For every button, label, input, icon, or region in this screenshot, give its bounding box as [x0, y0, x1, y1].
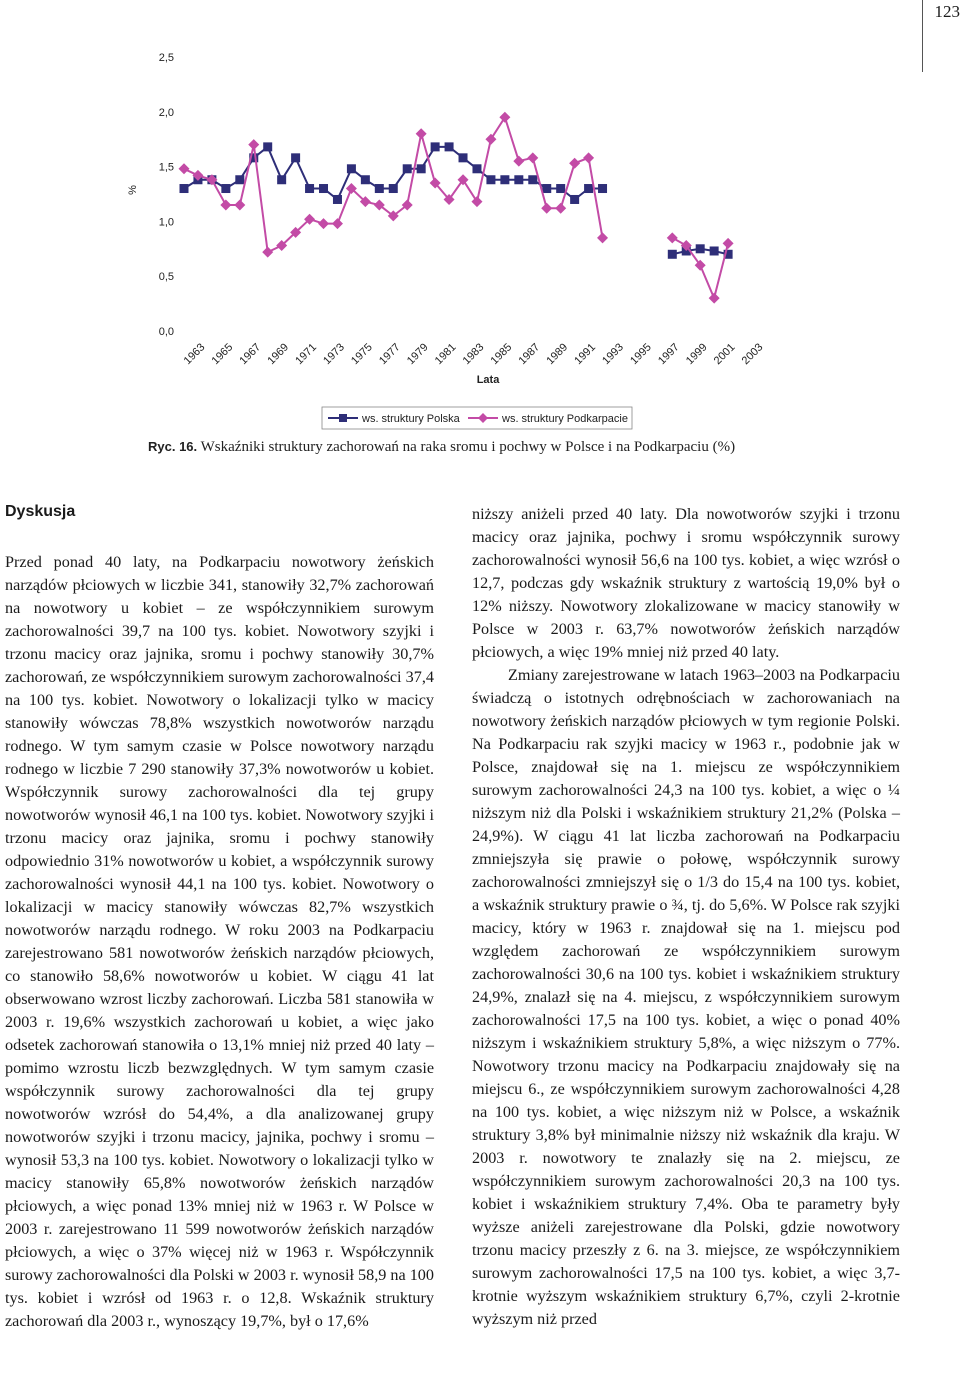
- legend-marker-podkarpacie: [478, 413, 488, 423]
- legend: [322, 407, 632, 429]
- data-point-diamond: [541, 203, 552, 214]
- data-point-diamond: [416, 128, 427, 139]
- right-paragraph-2: Zmiany zarejestrowane w latach 1963–2003 na Podkarpaciu świadczą o istotnych odrębnościach w zachorowaniach na nowotwory żeńskich narządów płciowych w tym regionie Polski. Na Podkarpaciu rak szyjki macicy w 1963 r., podobnie jak w Polsce, znajdował się na 1. miejscu ze współczynnikiem surowym zachorowalności 24,3 na 100 tys. kobiet, a więc o ¼ niższym niż dla Polski i wskaźnikiem struktury 21,2% (Polska – 24,9%). W ciągu 41 lat liczba zachorowań na Podkarpaciu zmniejszyła się prawie o połowę, współczynnik surowy zachorowalności zmniejszył się o 1/3 do 15,4 na 100 tys. kobiet, a wskaźnik struktury prawie o ¾, tj. do 5,6%. W Polsce rak szyjki macicy, który w 1963 r. znajdował się na 1. miejscu pod względem zachorowań ze współczynnikiem surowym zachorowalności 30,6 na 100 tys. kobiet i wskaźnikiem struktury 24,9%, znalazł się na 4. miejscu, z współczynnikiem surowym zachorowalności 17,5 na 100 tys. kobiet, a więc o ponad 40% niższym i wskaźnikiem struktury 5,8%, a więc niższym o 77%. Nowotwory trzonu macicy na Podkarpaciu znajdowały się na miejscu 6., ze współczynnikiem surowym zachorowalności 4,28 na 100 tys. kobiet, a więc niższym niż w Polsce, a wskaźnik struktury 3,8% był minimalnie niższy niż wskaźnik dla kraju. W 2003 r. nowotwory te znalazły się na 2. miejscu, ze współczynnikiem surowym zachorowalności 20,3 na 100 tys. kobiet i wskaźnikiem struktury 7,4%. Oba te parametry były wyższe aniżeli zarejestrowane dla Polski, gdzie nowotwory trzonu macicy przeszły z 6. na 3. miejsce, ze współczynnikiem surowym zachorowalności 17,5 na 100 tys. kobiet, a więc 3,7-krotnie wyższym wskaźnikiem struktury 6,7%, czyli 2-krotnie wyższym niż przed: [472, 666, 900, 1328]
- data-point-diamond: [471, 196, 482, 207]
- x-axis: [182, 341, 766, 367]
- line-chart: [120, 25, 780, 435]
- data-point-diamond: [597, 232, 608, 243]
- legend-label-podkarpacie: ws. struktury Podkarpacie: [502, 413, 628, 425]
- x-tick-label: 1963: [181, 341, 208, 368]
- x-tick-label: 2001: [711, 341, 738, 368]
- data-point-diamond: [234, 199, 245, 210]
- data-point-diamond: [499, 112, 510, 123]
- figure-caption-text: Wskaźniki struktury zachorowań na raka sromu i pochwy w Polsce i na Podkarpaciu (%): [197, 439, 736, 455]
- figure-caption-label: Ryc. 16.: [148, 439, 198, 454]
- left-column: [5, 551, 434, 1333]
- data-point-square: [696, 244, 705, 253]
- y-tick-label: 2,0: [158, 106, 174, 119]
- data-point-diamond: [220, 199, 231, 210]
- data-point-diamond: [667, 232, 678, 243]
- section-heading: Dyskusja: [5, 503, 76, 520]
- data-point-square: [403, 164, 412, 173]
- x-tick-label: 1993: [600, 341, 626, 368]
- data-point-diamond: [248, 139, 259, 150]
- data-point-square: [584, 184, 593, 193]
- data-point-square: [180, 184, 189, 193]
- data-point-diamond: [723, 238, 734, 249]
- page-number: 123: [922, 0, 960, 72]
- data-point-diamond: [485, 134, 496, 145]
- x-tick-label: 1979: [404, 341, 431, 368]
- data-point-square: [570, 195, 579, 204]
- data-point-square: [361, 175, 370, 184]
- data-point-square: [263, 142, 272, 151]
- data-point-diamond: [527, 152, 538, 163]
- data-point-diamond: [513, 156, 524, 167]
- data-point-diamond: [332, 218, 343, 229]
- data-point-square: [514, 175, 523, 184]
- x-tick-label: 1989: [544, 341, 571, 368]
- legend-marker-polska: [339, 414, 347, 422]
- data-point-diamond: [709, 293, 720, 304]
- left-paragraph: Przed ponad 40 laty, na Podkarpaciu nowotwory żeńskich narządów płciowych w liczbie 341, stanowiły 32,7% zachorowań na nowotwory u kobiet – ze współczynnikiem surowym zachorowalności 39,7 na 100 tys. kobiet. Nowotwory szyjki i trzonu macicy oraz jajnika, sromu i pochwy stanowiły 30,7% zachorowań, ze współczynnikiem surowym zachorowalności 37,4 na 100 tys. kobiet. Nowotwory o lokalizacji tylko w macicy stanowiły wówczas 78,8% wszystkich nowotworów narządu rodnego. W tym samym czasie w Polsce nowotwory narządu rodnego w liczbie 7 290 stanowiły 37,3% nowotworów u kobiet. Współczynnik surowy zachorowalności dla tej grupy nowotworów wynosił 46,1 na 100 tys. kobiet. Nowotwory szyjki i trzonu macicy oraz jajnika, sromu i pochwy stanowiły odpowiednio 31% nowotworów u kobiet, a współczynnik surowy zachorowalności wynosił 44,1 na 100 tys. kobiet. Nowotwory o lokalizacji w macicy stanowiły wówczas 82,7% wszystkich nowotworów narządu rodnego. W roku 2003 na Podkarpaciu zarejestrowano 581 nowotworów żeńskich narządów płciowych, co stanowiło 58,6% nowotworów u kobiet. W ciągu 41 lat obserwowano wzrost liczby zachorowań. Liczba 581 stanowiła w 2003 r. 19,6% wszystkich zachorowań u kobiet, a więc jako odsetek zachorowań stanowiła o 13,1% mniej niż przed 40 laty – pomimo wzrostu liczb bezwzględnych. W tym samym czasie współczynnik surowy zachorowalności dla tej grupy nowotworów wzrósł do 54,4%, a dla analizowanej grupy nowotworów szyjki i trzonu macicy, jajnika, pochwy i sromu – wynosił 53,3 na 100 tys. kobiet. Nowotwory o lokalizacji tylko w macicy stanowiły 65,8% nowotworów żeńskich narządów płciowych, a więc ponad 13% mniej niż w 1963 r. W Polsce w 2003 r. zarejestrowano 11 599 nowotworów żeńskich narządów płciowych, a więc o 37% więcej niż w 1963 r. Współczynnik surowy zachorowalności dla Polski w 2003 r. wynosił 58,9 na 100 tys. kobiet i wzrósł od 1963 r. o 12,8. Wskaźnik struktury zachorowań dla 2003 r., wynoszący 19,7%, był o 17,6%: [5, 553, 434, 1330]
- series-layer: [179, 112, 734, 304]
- y-axis-label: %: [127, 185, 139, 195]
- x-tick-label: 1965: [209, 341, 236, 368]
- right-column: [472, 503, 900, 1331]
- data-point-square: [375, 184, 384, 193]
- x-tick-label: 1973: [321, 341, 347, 368]
- data-point-square: [431, 142, 440, 151]
- data-point-square: [668, 250, 677, 259]
- data-point-square: [417, 164, 426, 173]
- data-point-square: [277, 175, 286, 184]
- x-tick-label: 1987: [516, 341, 543, 368]
- y-tick-label: 2,5: [158, 52, 174, 64]
- data-point-square: [542, 184, 551, 193]
- x-tick-label: 1975: [349, 341, 375, 368]
- x-tick-label: 1995: [628, 341, 654, 368]
- data-point-square: [459, 153, 468, 162]
- data-point-square: [445, 142, 454, 151]
- y-tick-label: 0,0: [158, 326, 174, 338]
- y-tick-label: 0,5: [158, 271, 174, 284]
- x-tick-label: 1997: [655, 341, 682, 368]
- data-point-square: [500, 175, 509, 184]
- x-tick-label: 1977: [376, 341, 403, 368]
- data-point-diamond: [583, 152, 594, 163]
- y-axis: [159, 52, 174, 338]
- data-point-square: [389, 184, 398, 193]
- y-tick-label: 1,5: [158, 161, 174, 174]
- x-axis-label: Lata: [476, 374, 500, 386]
- x-tick-label: 1969: [265, 341, 292, 368]
- x-tick-label: 1985: [488, 341, 515, 368]
- x-tick-label: 1983: [460, 341, 487, 368]
- x-tick-label: 1971: [293, 341, 320, 368]
- data-point-square: [486, 175, 495, 184]
- data-point-square: [333, 195, 342, 204]
- x-tick-label: 1999: [683, 341, 710, 368]
- x-tick-label: 2003: [739, 341, 766, 368]
- legend-label-polska: ws. struktury Polska: [362, 413, 460, 425]
- right-paragraph-1: niższy aniżeli przed 40 laty. Dla nowotworów szyjki i trzonu macicy oraz jajnika, pochwy i sromu współczynnik surowy zachorowalności wynosił 56,6 na 100 tys. kobiet, a więc wzrósł o 12,7, podczas gdy wskaźnik struktury z wartością 19,0% był o 12% niższy. Nowotwory zlokalizowane w macicy stanowiły w Polsce w 2003 r. 63,7% nowotworów żeńskich narządów płciowych, a więc 19% mniej niż przed 40 laty.: [472, 505, 900, 661]
- data-point-square: [347, 164, 356, 173]
- x-tick-label: 1991: [572, 341, 599, 368]
- data-point-square: [319, 184, 328, 193]
- data-point-square: [221, 184, 230, 193]
- x-tick-label: 1981: [432, 341, 459, 368]
- data-point-diamond: [569, 158, 580, 169]
- data-point-square: [556, 184, 565, 193]
- data-point-diamond: [555, 203, 566, 214]
- data-point-square: [710, 246, 719, 255]
- data-point-diamond: [179, 163, 190, 174]
- data-point-square: [598, 184, 607, 193]
- data-point-square: [305, 184, 314, 193]
- data-point-square: [235, 175, 244, 184]
- data-point-square: [291, 153, 300, 162]
- figure-caption: [148, 439, 788, 456]
- data-point-square: [472, 164, 481, 173]
- data-point-diamond: [318, 218, 329, 229]
- y-tick-label: 1,0: [158, 216, 174, 229]
- x-tick-label: 1967: [237, 341, 264, 368]
- data-point-square: [528, 175, 537, 184]
- data-point-diamond: [262, 247, 273, 258]
